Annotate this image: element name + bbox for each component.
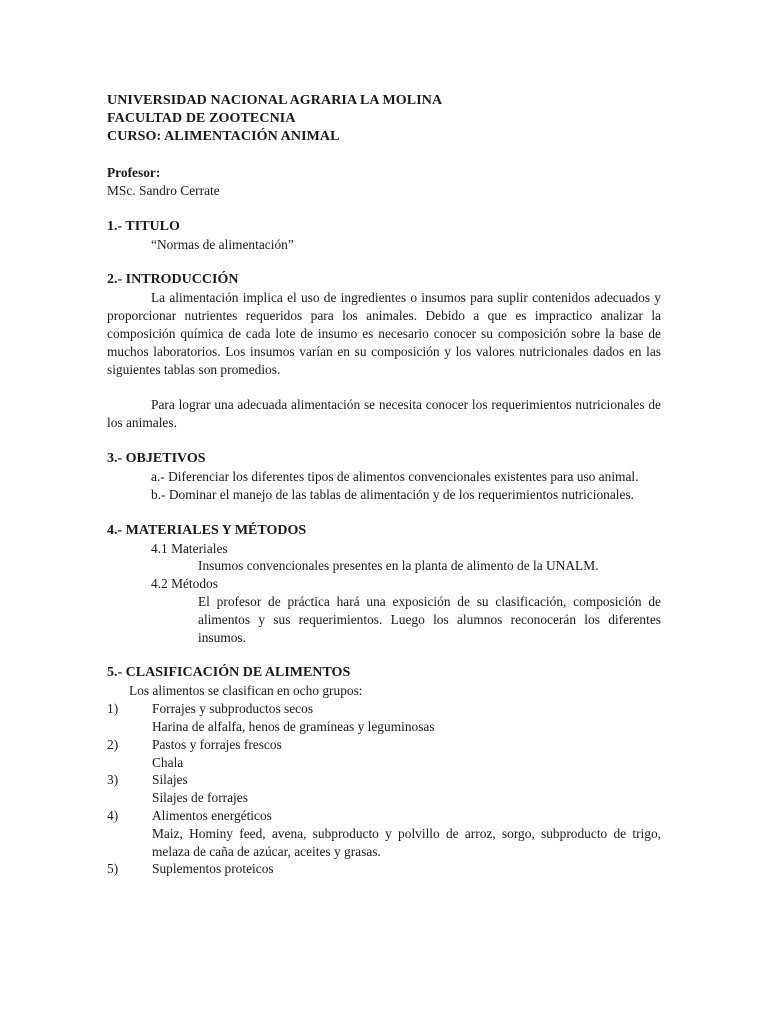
food-group-list	[107, 700, 661, 878]
list-item-name: Forrajes y subproductos secos	[152, 701, 314, 717]
subsection-label: 4.1 Materiales	[151, 540, 228, 556]
faculty-name: FACULTAD DE ZOOTECNIA	[107, 111, 296, 126]
section-title: 4.- MATERIALES Y MÉTODOS	[107, 522, 307, 538]
intro-paragraph: Para lograr una adecuada alimentación se necesita conocer los requerimientos nutricionales de los animales.	[107, 397, 661, 431]
subsection-label: 4.2 Métodos	[151, 576, 218, 592]
list-item	[107, 771, 661, 789]
list-intro: Los alimentos se clasifican en ocho grupos:	[129, 683, 363, 699]
objective-item: b.- Dominar el manejo de las tablas de alimentación y de los requerimientos nutricionales.	[151, 486, 635, 502]
subsection-text: El profesor de práctica hará una exposición de su clasificación, composición de alimentos y sus requerimientos. Luego los alumnos reconocerán los diferentes insumos.	[198, 593, 661, 645]
section-title: 2.- INTRODUCCIÓN	[107, 272, 239, 288]
list-item-description: Chala	[152, 754, 184, 770]
section-title: 3.- OBJETIVOS	[107, 450, 206, 466]
list-item-number: 4)	[107, 807, 119, 823]
list-item-name: Alimentos energéticos	[152, 807, 272, 823]
section-title: 5.- CLASIFICACIÓN DE ALIMENTOS	[107, 665, 351, 681]
section-clasificacion	[107, 664, 661, 878]
section-title: 1.- TITULO	[107, 218, 180, 234]
list-item-description: Maiz, Hominy feed, avena, subproducto y polvillo de arroz, sorgo, subproducto de trigo, melaza de caña de azúcar, aceites y grasas.	[152, 825, 661, 859]
objective-item: a.- Diferenciar los diferentes tipos de alimentos convencionales existentes para uso animal.	[151, 468, 639, 484]
list-item	[107, 860, 661, 878]
document-title: “Normas de alimentación”	[151, 236, 294, 252]
list-item	[107, 700, 661, 718]
university-name: UNIVERSIDAD NACIONAL AGRARIA LA MOLINA	[107, 93, 443, 108]
subsection-text: Insumos convencionales presentes en la planta de alimento de la UNALM.	[198, 558, 599, 574]
list-item-number: 3)	[107, 772, 119, 788]
list-item-name: Suplementos proteicos	[152, 861, 274, 877]
list-item	[107, 807, 661, 825]
list-item	[107, 736, 661, 754]
section-introduccion	[107, 271, 661, 432]
section-objetivos	[107, 450, 661, 504]
list-item-number: 2)	[107, 736, 119, 752]
section-titulo	[107, 218, 661, 254]
professor-name: MSc. Sandro Cerrate	[107, 182, 220, 198]
list-item-name: Silajes	[152, 772, 188, 788]
list-item-name: Pastos y forrajes frescos	[152, 736, 282, 752]
list-item-description: Harina de alfalfa, henos de gramíneas y leguminosas	[152, 718, 435, 734]
list-item-number: 1)	[107, 701, 119, 717]
professor-label: Profesor:	[107, 165, 161, 180]
list-item-description: Silajes de forrajes	[152, 790, 248, 806]
intro-paragraph: La alimentación implica el uso de ingredientes o insumos para suplir contenidos adecuados y proporcionar nutrientes requeridos para los animales. Debido a que es impractico analizar la composición química de cada lote de insumo es necesario conocer su composición sobre la base de muchos laboratorios. Los insumos varían en su composición y los valores nutricionales dados en las siguientes tablas son promedios.	[107, 290, 661, 377]
professor-block	[107, 164, 661, 200]
section-materiales-metodos	[107, 522, 661, 647]
list-item-number: 5)	[107, 861, 119, 877]
course-name: CURSO: ALIMENTACIÓN ANIMAL	[107, 129, 340, 144]
document-header	[107, 92, 661, 146]
document-page	[107, 92, 661, 878]
